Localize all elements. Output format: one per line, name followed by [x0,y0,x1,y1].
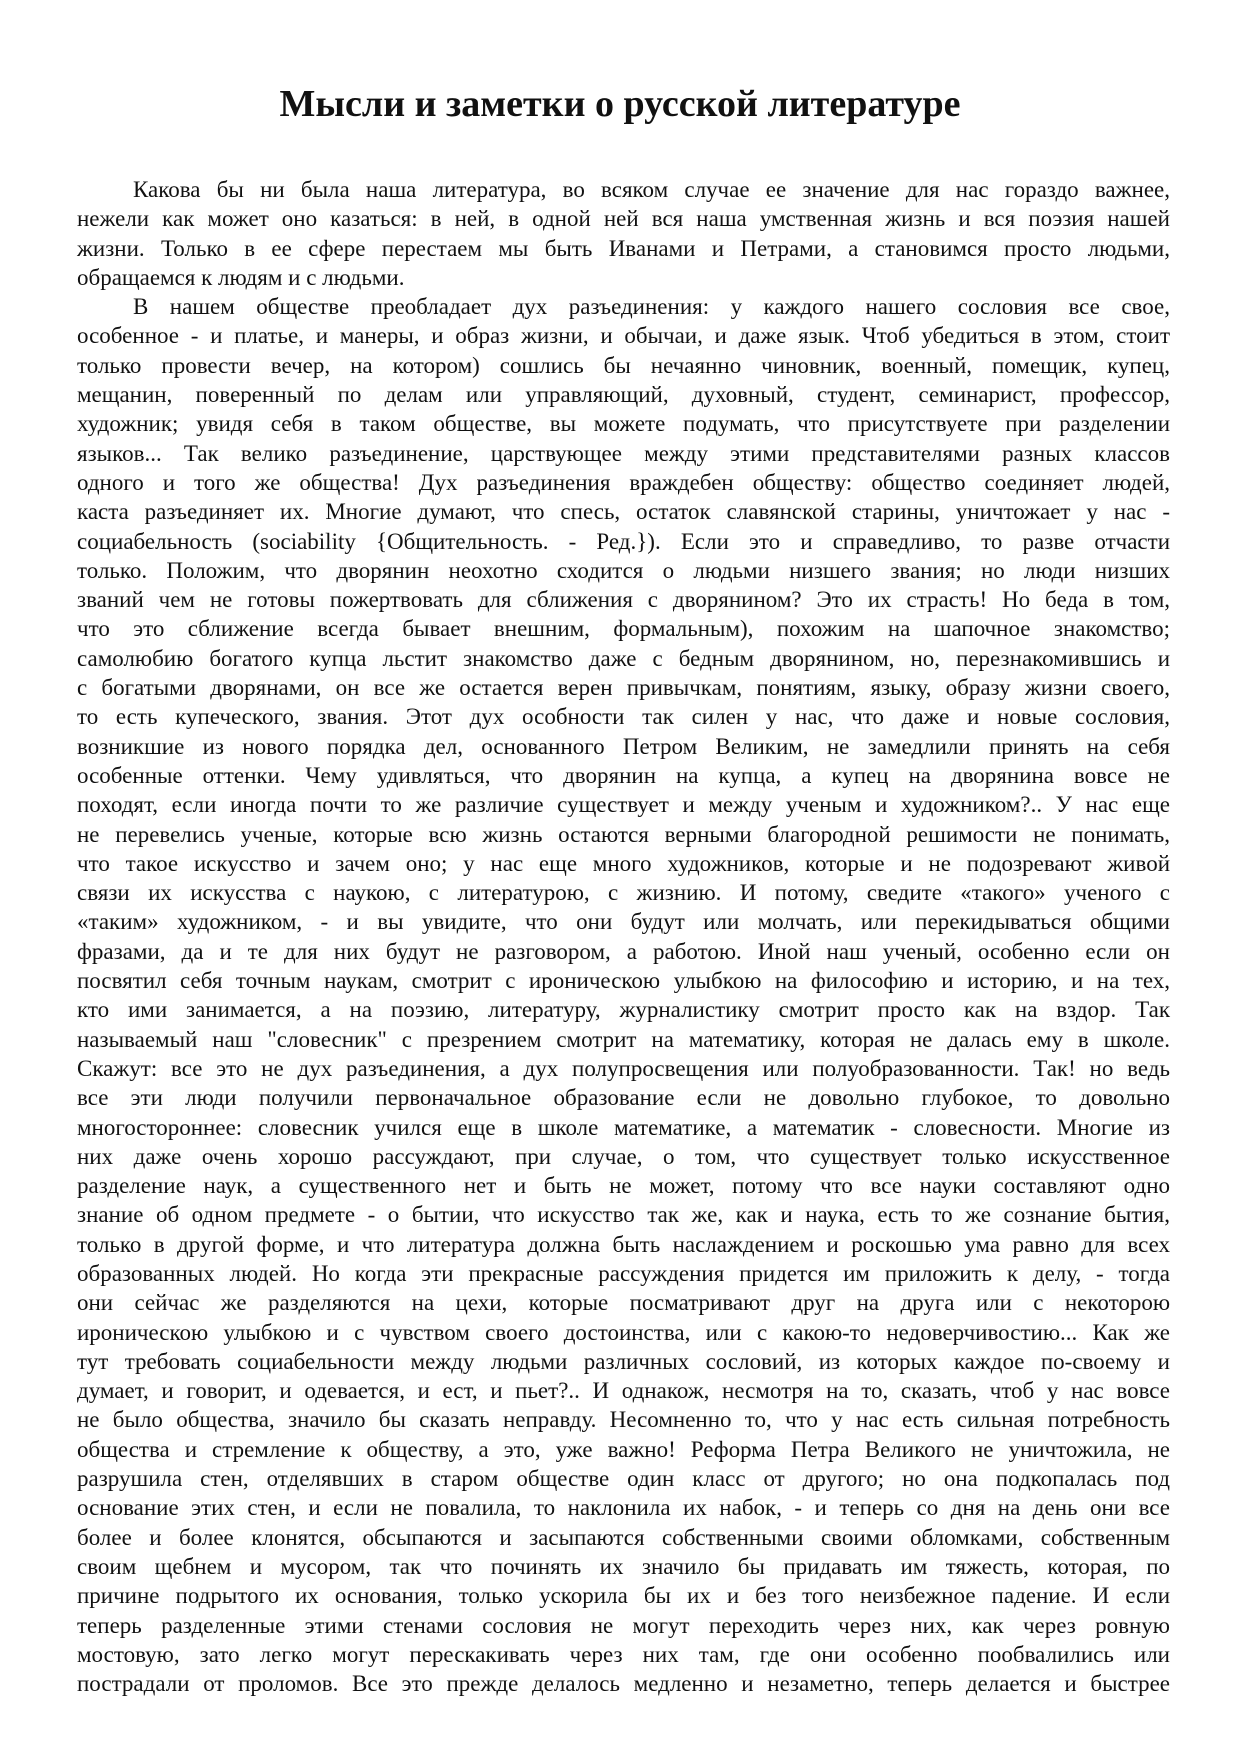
text-line: с богатыми дворянами, он все же остается верен привычкам, понятиям, языку, образу жизни своего, [77,675,1170,701]
text-line: нежели как может оно казаться: в ней, в одной ней вся наша умственная жизнь и вся поэзия нашей [77,206,1170,232]
text-line: все эти люди получили первоначальное образование если не довольно глубокое, то довольно [77,1085,1170,1111]
text-line: образованных людей. Но когда эти прекрасные рассуждения придется им приложить к делу, - тогда [77,1260,1170,1286]
text-line: мещанин, поверенный по делам или управляющий, духовный, студент, семинарист, профессор, [77,382,1170,408]
text-line: они сейчас же разделяются на цехи, которые посматривают друг на друга или с некоторою [77,1290,1170,1316]
text-line: Скажут: все это не дух разъединения, а дух полупросвещения или полуобразованности. Так! но ведь [77,1055,1170,1081]
text-line: званий чем не готовы пожертвовать для сближения с дворянином? Это их страсть! Но беда в том, [77,587,1170,613]
text-line: только. Положим, что дворянин неохотно сходится о людьми низшего звания; но люди низших [77,557,1170,583]
text-line: ироническою улыбкою и с чувством своего достоинства, или с какою-то недоверчивостию... Как же [77,1319,1170,1345]
text-line: только провести вечер, на котором) сошлись бы нечаянно чиновник, военный, помещик, купец, [77,352,1170,378]
text-line: фразами, да и те для них будут не разговором, а работою. Иной наш ученый, особенно если он [77,938,1170,964]
text-line: каста разъединяет их. Многие думают, что спесь, остаток славянской старины, уничтожает у нас - [77,499,1170,525]
text-line: художник; увидя себя в таком обществе, вы можете подумать, что присутствуете при разделении [77,411,1170,437]
text-line: посвятил себя точным наукам, смотрит с ироническою улыбкою на философию и историю, и на тех, [77,968,1170,994]
paragraph [77,175,1170,292]
text-line: одного и того же общества! Дух разъединения враждебен обществу: общество соединяет людей, [77,469,1170,495]
text-line: то есть купеческого, звания. Этот дух особности так силен у нас, что даже и новые сословия, [77,704,1170,730]
text-line: более и более клонятся, обсыпаются и засыпаются собственными своими обломками, собственным [77,1524,1170,1550]
text-line: только в другой форме, и что литература должна быть наслаждением и роскошью ума равно для всех [77,1231,1170,1257]
text-line: общества и стремление к обществу, а это, уже важно! Реформа Петра Великого не уничтожила, не [77,1436,1170,1462]
text-line: связи их искусства с наукою, с литературою, с жизнию. И потому, сведите «такого» ученого с [77,880,1170,906]
text-line: них даже очень хорошо рассуждают, при случае, о том, что существует только искусственное [77,1143,1170,1169]
text-line: разделение наук, а существенного нет и быть не может, потому что все науки составляют одно [77,1173,1170,1199]
document-body [77,175,1170,1698]
paragraph [77,292,1170,1698]
text-line: что такое искусство и зачем оно; у нас еще много художников, которые и не подозревают живой [77,850,1170,876]
text-line: теперь разделенные этими стенами сословия не могут переходить через них, как через ровную [77,1612,1170,1638]
text-line: «таким» художником, - и вы увидите, что они будут или молчать, или перекидываться общими [77,909,1170,935]
text-line: что это сближение всегда бывает внешним, формальным), похожим на шапочное знакомство; [77,616,1170,642]
text-line: особенные оттенки. Чему удивляться, что дворянин на купца, а купец на дворянина вовсе не [77,762,1170,788]
text-line: думает, и говорит, и одевается, и ест, и пьет?.. И однакож, несмотря на то, сказать, чтоб у нас вовсе [77,1378,1170,1404]
text-line: не перевелись ученые, которые всю жизнь остаются верными благородной решимости не понимать, [77,821,1170,847]
text-line: причине подрытого их основания, только ускорила бы их и без того неизбежное падение. И если [77,1583,1170,1609]
text-line: называемый наш "словесник" с презрением смотрит на математику, которая не далась ему в школе. [77,1026,1170,1052]
text-line: языков... Так велико разъединение, царствующее между этими представителями разных классов [77,440,1170,466]
text-line: Какова бы ни была наша литература, во всяком случае ее значение для нас гораздо важнее, [133,177,1170,202]
text-line: пострадали от проломов. Все это прежде делалось медленно и незаметно, теперь делается и быстрее [77,1671,1170,1697]
text-line: разрушила стен, отделявших в старом обществе один класс от другого; но она подкопалась под [77,1466,1170,1492]
text-line: В нашем обществе преобладает дух разъединения: у каждого нашего сословия все свое, [133,294,1170,320]
text-line: особенное - и платье, и манеры, и образ жизни, и обычаи, и даже язык. Чтоб убедиться в этом, стоит [77,323,1170,349]
text-line: своим щебнем и мусором, так что починять их значило бы придавать им тяжесть, которая, по [77,1553,1170,1579]
page-title: Мысли и заметки о русской литературе [279,83,961,125]
text-line: социабельность (sociability {Общительность. - Ред.}). Если это и справедливо, то разве отчасти [77,528,1170,554]
text-line: жизни. Только в ее сфере перестаем мы быть Иванами и Петрами, а становимся просто людьми, [77,235,1170,261]
text-line: знание об одном предмете - о бытии, что искусство так же, как и наука, есть то же сознание бытия, [77,1202,1170,1228]
text-line: походят, если иногда почти то же различие существует и между ученым и художником?.. У нас еще [77,792,1170,818]
text-line: самолюбию богатого купца льстит знакомство даже с бедным дворянином, но, перезнакомившись и [77,645,1170,671]
text-line: основание этих стен, и если не повалила, то наклонила их набок, - и теперь со дня на день они все [77,1495,1170,1521]
text-line: не было общества, значило бы сказать неправду. Несомненно то, что у нас есть сильная потребность [77,1407,1170,1433]
text-line: обращаемся к людям и с людьми. [77,264,405,290]
text-line: тут требовать социабельности между людьми различных сословий, из которых каждое по-своему и [77,1348,1170,1374]
text-line: мостовую, зато легко могут перескакивать через них там, где они особенно пообвалились или [77,1641,1170,1667]
text-line: многостороннее: словесник учился еще в школе математике, а математик - словесности. Многие из [77,1114,1170,1140]
text-line: возникшие из нового порядка дел, основанного Петром Великим, не замедлили принять на себя [77,733,1170,759]
text-line: кто ими занимается, а на поэзию, литературу, журналистику смотрит просто как на вздор. Так [77,997,1170,1023]
